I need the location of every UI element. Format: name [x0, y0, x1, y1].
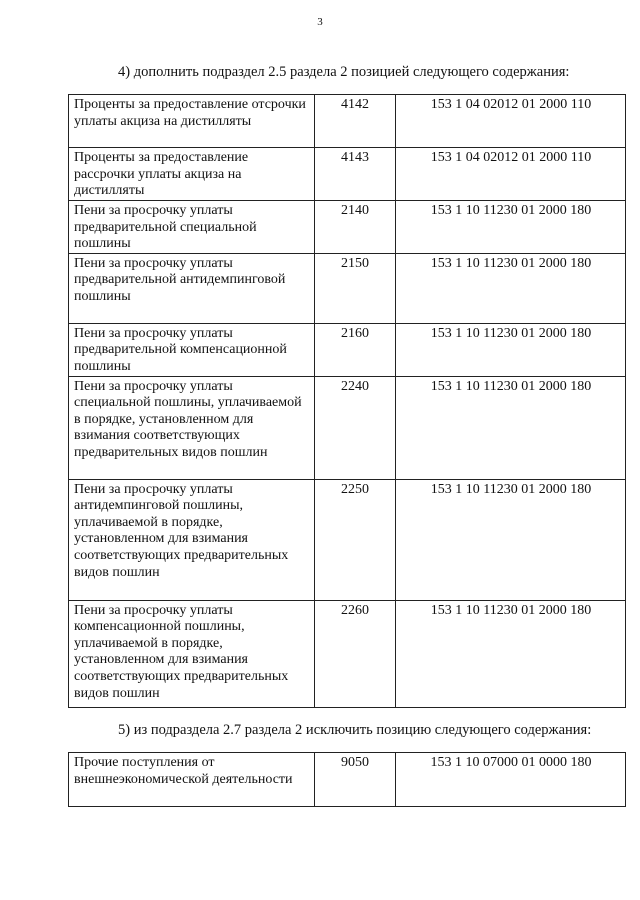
- item-4-text: 4) дополнить подраздел 2.5 раздела 2 позицией следующего содержания:: [118, 64, 570, 80]
- row-name: Проценты за предоставление отсрочки уплаты акциза на дистилляты: [69, 95, 315, 148]
- row-code: 2240: [315, 376, 396, 479]
- table-row: [69, 753, 626, 807]
- row-kbk: 153 1 10 11230 01 2000 180: [396, 479, 626, 600]
- row-kbk: 153 1 10 11230 01 2000 180: [396, 201, 626, 254]
- row-kbk: 153 1 10 07000 01 0000 180: [396, 753, 626, 807]
- row-name: Пени за просрочку уплаты предварительной антидемпинговой пошлины: [69, 253, 315, 323]
- row-name: Пени за просрочку уплаты компенсационной пошлины, уплачиваемой в порядке, установленном для взимания соответствующих предварительных видов пошлин: [69, 600, 315, 707]
- row-code: 4142: [315, 95, 396, 148]
- page-number: 3: [317, 16, 323, 28]
- row-name: Пени за просрочку уплаты предварительной компенсационной пошлины: [69, 323, 315, 376]
- row-code: 4143: [315, 148, 396, 201]
- table-row: [69, 201, 626, 254]
- row-kbk: 153 1 04 02012 01 2000 110: [396, 148, 626, 201]
- table-row: [69, 479, 626, 600]
- row-code: 2160: [315, 323, 396, 376]
- table-row: [69, 148, 626, 201]
- row-name: Пени за просрочку уплаты специальной пошлины, уплачиваемой в порядке, установленном для взимания соответствующих предварительных видов пошлин: [69, 376, 315, 479]
- row-code: 2260: [315, 600, 396, 707]
- row-code: 2140: [315, 201, 396, 254]
- table-row: [69, 376, 626, 479]
- table-row: [69, 600, 626, 707]
- row-kbk: 153 1 04 02012 01 2000 110: [396, 95, 626, 148]
- table-row: [69, 323, 626, 376]
- item-5-text: 5) из подраздела 2.7 раздела 2 исключить позицию следующего содержания:: [118, 722, 592, 738]
- table-row: [69, 253, 626, 323]
- row-name: Проценты за предоставление рассрочки уплаты акциза на дистилляты: [69, 148, 315, 201]
- row-code: 9050: [315, 753, 396, 807]
- row-kbk: 153 1 10 11230 01 2000 180: [396, 323, 626, 376]
- table-exclusions: [68, 752, 626, 807]
- row-kbk: 153 1 10 11230 01 2000 180: [396, 376, 626, 479]
- table-row: [69, 95, 626, 148]
- row-code: 2250: [315, 479, 396, 600]
- row-name: Пени за просрочку уплаты предварительной специальной пошлины: [69, 201, 315, 254]
- row-kbk: 153 1 10 11230 01 2000 180: [396, 253, 626, 323]
- row-name: Прочие поступления от внешнеэкономической деятельности: [69, 753, 315, 807]
- table-additions: [68, 94, 626, 708]
- row-name: Пени за просрочку уплаты антидемпинговой пошлины, уплачиваемой в порядке, установленном для взимания соответствующих предварительных видов пошлин: [69, 479, 315, 600]
- row-kbk: 153 1 10 11230 01 2000 180: [396, 600, 626, 707]
- row-code: 2150: [315, 253, 396, 323]
